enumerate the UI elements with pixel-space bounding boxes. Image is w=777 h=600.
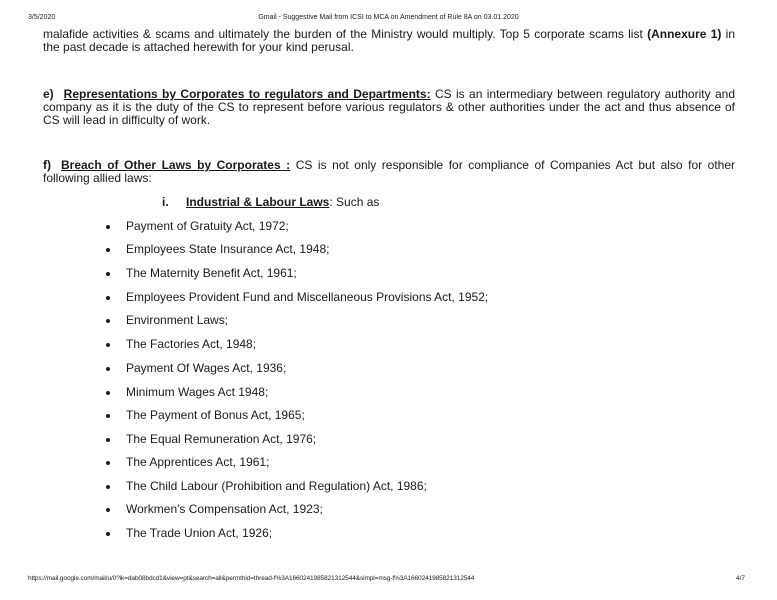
bullet-icon [106, 508, 110, 512]
bullet-icon [106, 414, 110, 418]
bullet-icon [106, 485, 110, 489]
bullet-icon [106, 438, 110, 442]
bullet-icon [106, 248, 110, 252]
subsection-i-heading: Industrial & Labour Laws [186, 195, 330, 209]
bullet-icon [106, 319, 110, 323]
print-date: 3/5/2020 [28, 14, 56, 21]
subsection-i [162, 195, 379, 209]
bullet-icon [106, 391, 110, 395]
bullet-icon [106, 532, 110, 536]
section-e [43, 88, 735, 127]
subsection-i-numeral: i. [162, 195, 169, 209]
section-e-label: e) [43, 87, 54, 101]
bullet-icon [106, 367, 110, 371]
section-e-heading: Representations by Corporates to regulators and Departments: [63, 87, 431, 101]
paragraph-continuation: malafide activities & scams and ultimately the burden of the Ministry would multiply. Top 5 corporate scams list (Annexure 1) in the past decade is attached herewith for your kind perusal. [43, 27, 735, 54]
section-f [43, 159, 735, 185]
page-number: 4/7 [736, 575, 746, 582]
print-url: https://mail.google.com/mail/u/0?ik=dab08bdcd1&view=pt&search=all&permthid=thread-f%3A1660241985821312544&simpl=msg-f%3A1660241985821312544 [28, 575, 475, 582]
subsection-i-suffix: : Such as [329, 195, 380, 209]
section-f-body: CS is not only responsible for compliance of Companies Act but also for other following allied laws: [43, 158, 735, 185]
bullet-icon [106, 461, 110, 465]
print-title: Gmail - Suggestive Mail from ICSI to MCA on Amendment of Rule 8A on 03.01.2020 [258, 14, 519, 21]
bullet-icon [106, 296, 110, 300]
annexure-reference: (Annexure 1) [647, 27, 722, 41]
section-f-heading: Breach of Other Laws by Corporates : [61, 158, 291, 172]
bullet-icon [106, 343, 110, 347]
section-e-body: CS is an intermediary between regulatory authority and company as it is the duty of the CS to represent before various regulators & other authorities under the act and thus absence of CS will lead in difficulty of work. [43, 87, 735, 127]
bullet-icon [106, 225, 110, 229]
section-f-label: f) [43, 158, 51, 172]
bullet-icon [106, 272, 110, 276]
